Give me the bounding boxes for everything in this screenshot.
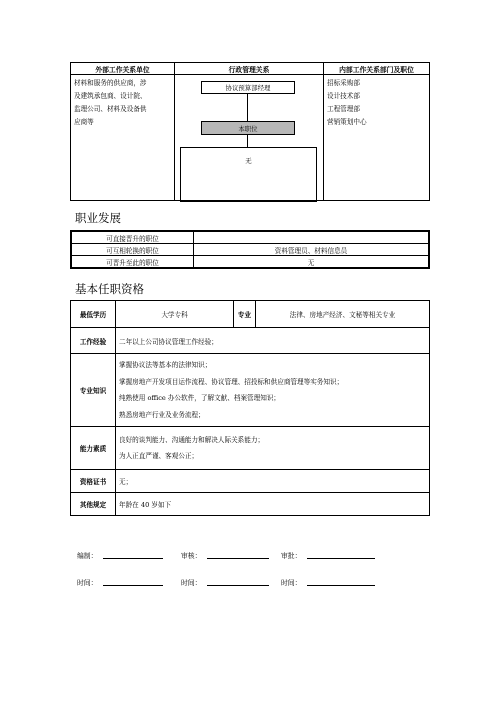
work-relations-table (70, 62, 430, 201)
subordinate-box: 无 (180, 147, 317, 202)
approved-date-label: 时间： (281, 579, 302, 587)
ability-row (71, 427, 430, 470)
career-row (71, 256, 429, 269)
experience-label: 工作经验 (71, 328, 116, 354)
education-value: 大学专科 (116, 301, 234, 328)
header-internal: 内部工作关系部门及职位 (324, 63, 430, 75)
career-heading: 职业发展 (75, 211, 121, 225)
major-label: 专业 (234, 301, 256, 328)
external-line: 材料和服务的供应商，涉 (74, 79, 147, 87)
prepared-by-line[interactable] (103, 558, 163, 559)
career-row (71, 231, 429, 244)
ability-line: 为人正直严谨、客观公正； (119, 452, 199, 460)
knowledge-line: 纯熟使用 office 办公软件，了解文献、档案管理知识； (119, 394, 281, 402)
ability-line: 良好的谈判能力、沟通能力和解决人际关系能力； (119, 435, 265, 444)
header-external: 外部工作关系单位 (71, 63, 175, 75)
superior-box: 协议预算部经理 (201, 81, 295, 94)
knowledge-line: 掌握协议法等基本的法律知识； (119, 361, 212, 369)
internal-departments-cell (324, 75, 430, 201)
knowledge-value (116, 354, 430, 427)
reviewed-date-line[interactable] (207, 585, 269, 586)
reviewed-date-label: 时间： (181, 579, 202, 587)
external-line: 及建筑承包商、设计院、 (74, 92, 147, 100)
ability-value (116, 427, 430, 470)
external-line: 监理公司、材料及设备供 (74, 105, 147, 113)
major-value: 法律、房地产经济、文秘等相关专业 (256, 301, 430, 328)
approved-date-line[interactable] (307, 585, 375, 586)
career-label: 可直接晋升的职位 (71, 231, 194, 244)
internal-line: 设计技术部 (327, 92, 360, 100)
admin-chart-cell (175, 75, 324, 201)
reviewed-by-label: 审核： (181, 552, 202, 560)
prepared-date-line[interactable] (103, 585, 163, 586)
experience-value: 二年以上公司协议管理工作经验； (116, 328, 430, 354)
approved-by-label: 审批： (281, 552, 302, 560)
qualification-table (70, 300, 430, 516)
reviewed-by-line[interactable] (207, 558, 269, 559)
internal-line: 营销策划中心 (327, 118, 367, 126)
career-row (71, 244, 429, 256)
connector-line (247, 135, 248, 147)
career-label: 可晋升至此的职位 (71, 256, 194, 269)
other-label: 其他规定 (71, 493, 116, 516)
career-value (194, 231, 430, 244)
career-value: 无 (194, 256, 430, 269)
ability-label: 能力素质 (71, 427, 116, 470)
cert-label: 资格证书 (71, 470, 116, 493)
qualification-heading: 基本任职资格 (75, 282, 144, 296)
career-value: 资料管理员、材料信息员 (194, 244, 430, 256)
other-row (71, 493, 430, 516)
knowledge-line: 熟悉房地产行业及业务流程； (119, 410, 205, 419)
internal-line: 招标采购部 (327, 79, 360, 87)
education-row (71, 301, 430, 328)
cert-value: 无； (116, 470, 430, 493)
career-label: 可互相轮换的职位 (71, 244, 194, 256)
knowledge-label: 专业知识 (71, 354, 116, 427)
other-value: 年龄在 40 岁如下 (116, 493, 430, 516)
external-line: 应商等 (74, 118, 94, 126)
cert-row (71, 470, 430, 493)
knowledge-row (71, 354, 430, 427)
internal-line: 工程管理部 (327, 105, 360, 113)
current-position-box: 本职位 (201, 121, 295, 135)
career-table (70, 230, 430, 269)
connector-line (247, 94, 248, 121)
education-label: 最低学历 (71, 301, 116, 328)
experience-row (71, 328, 430, 354)
approved-by-line[interactable] (307, 558, 375, 559)
header-admin: 行政管理关系 (175, 63, 324, 75)
prepared-by-label: 编制： (77, 552, 98, 560)
knowledge-line: 掌握房地产开发项目运作流程、协议管理、招投标和供应商管理等实务知识； (119, 377, 344, 386)
external-units-cell (71, 75, 175, 201)
prepared-date-label: 时间： (77, 579, 98, 587)
